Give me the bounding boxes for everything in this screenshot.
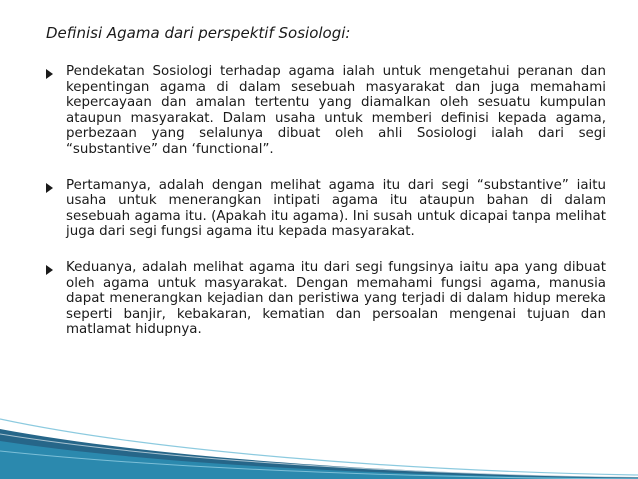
- bullet-text: Pendekatan Sosiologi terhadap agama ialah untuk mengetahui peranan dan kepentingan agama di dalam sesebuah masyarakat dan juga memahami kepercayaan dan amalan tertentu yang diamalkan oleh sesuatu kumpulan ataupun masyarakat. Dalam usaha untuk memberi definisi kepada agama, perbezaan yang selalunya dibuat oleh ahli Sosiologi ialah dari segi “substantive” dan ‘functional”.: [66, 64, 606, 157]
- bullet-list: [46, 64, 606, 358]
- bullet-text: Pertamanya, adalah dengan melihat agama itu dari segi “substantive” iaitu usaha untuk menerangkan intipati agama itu ataupun bahan di dalam sesebuah agama itu. (Apakah itu agama). Ini susah untuk dicapai tanpa melihat juga dari segi fungsi agama itu kepada masyarakat.: [66, 177, 606, 240]
- bullet-text: Keduanya, adalah melihat agama itu dari segi fungsinya iaitu apa yang dibuat oleh agama untuk masyarakat. Dengan memahami fungsi agama, manusia dapat menerangkan kejadian dan peristiwa yang terjadi di dalam hidup mereka seperti banjir, kebakaran, kematian dan persoalan mengenai tujuan dan matlamat hidupnya.: [66, 259, 606, 338]
- bullet-item: [46, 64, 606, 158]
- triangle-right-icon: [46, 265, 53, 275]
- bullet-item: [46, 260, 606, 338]
- decorative-wave: [0, 389, 638, 479]
- triangle-right-icon: [46, 183, 53, 193]
- bullet-item: [46, 178, 606, 240]
- triangle-right-icon: [46, 69, 53, 79]
- slide-title: Definisi Agama dari perspektif Sosiologi:: [46, 24, 351, 42]
